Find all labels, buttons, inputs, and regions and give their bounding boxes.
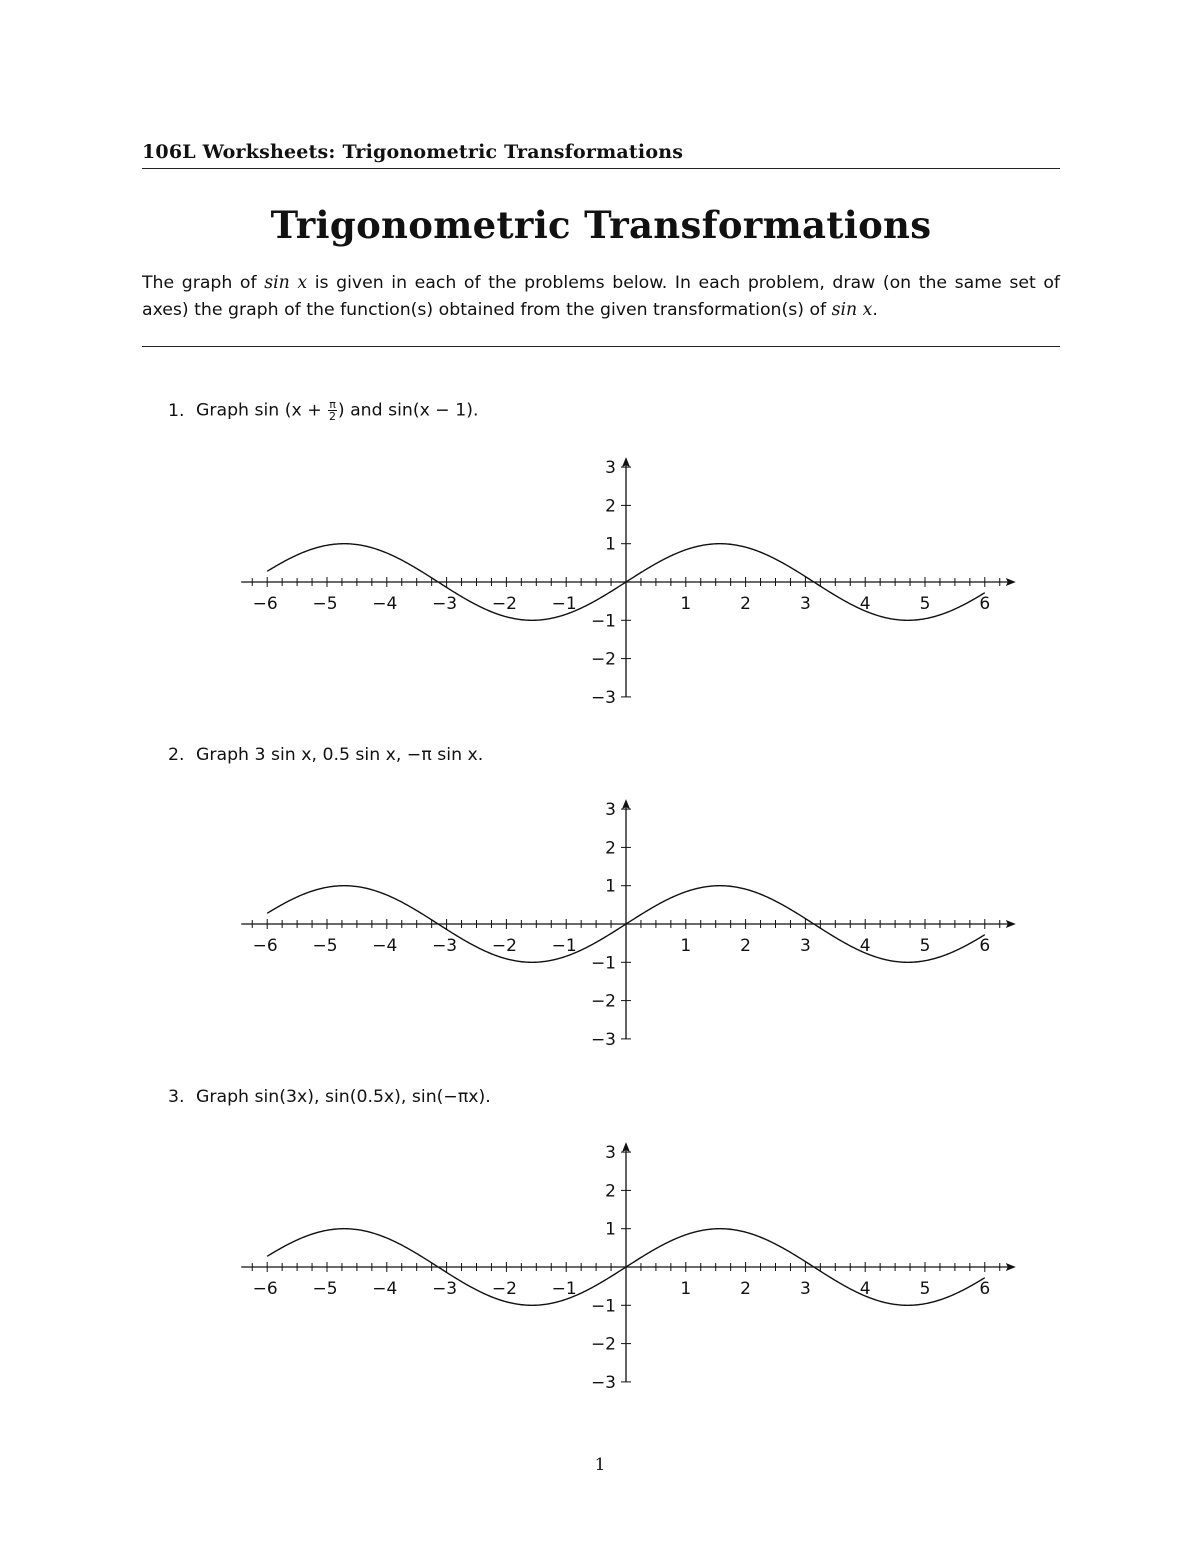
x-tick-label: 5 [919,1279,931,1299]
x-tick-label: 2 [740,594,752,614]
problem-1-text-f: ). [466,400,479,421]
x-tick-label: −1 [551,1279,577,1299]
problem-2 [168,745,483,765]
graph-2-svg [230,797,1020,1047]
x-tick-label: −5 [312,1279,338,1299]
page-number: 1 [594,1455,606,1475]
y-tick-label: −2 [590,649,616,670]
x-tick-label: −6 [252,1279,278,1299]
y-tick-label: −1 [590,1296,616,1317]
problem-number: 1. [168,400,185,421]
y-tick-label: −3 [590,1372,616,1390]
problem-1-text-b: (x + [284,400,328,421]
graph-1-svg [230,455,1020,705]
problem-1-text-a: Graph sin [196,400,285,421]
y-tick-label: −2 [590,1334,616,1355]
graph-3-svg [230,1140,1020,1390]
intro-paragraph [142,270,1060,324]
intro-math-sinx-2: sin x [831,300,873,320]
y-tick-label: 2 [605,1181,616,1202]
x-tick-label: −2 [491,1279,517,1299]
fraction-numerator: π [329,398,336,411]
x-tick-label: −2 [491,936,517,956]
x-tick-label: 3 [799,594,811,614]
x-tick-label: −1 [551,936,577,956]
problem-1 [168,399,479,422]
problem-3 [168,1087,491,1107]
x-tick-label: 4 [859,936,871,956]
x-tick-label: 3 [799,936,811,956]
x-tick-label: 5 [919,936,931,956]
problem-1-text-d: and sin( [344,400,420,421]
x-tick-label: 1 [680,594,692,614]
intro-text-3: . [872,300,878,320]
y-tick-label: −3 [590,1029,616,1047]
y-tick-label: 3 [605,458,616,479]
y-tick-label: 2 [605,496,616,517]
y-tick-label: −2 [590,991,616,1012]
y-tick-label: −1 [590,611,616,632]
x-tick-label: −6 [252,936,278,956]
y-tick-label: 3 [605,800,616,821]
x-tick-label: 6 [979,1279,991,1299]
y-tick-label: −1 [590,953,616,974]
x-tick-label: 4 [859,1279,871,1299]
y-tick-label: 2 [605,838,616,859]
intro-text-2: is given in each of the problems below. In each problem, draw (on the same set of axes) the graph of the function(s) obtained from the given transformation(s) of [142,273,1060,320]
y-tick-label: −3 [590,687,616,705]
intro-text-1: The graph of [142,273,265,293]
y-tick-label: 1 [605,1219,616,1240]
problem-2-text: Graph 3 sin x, 0.5 sin x, −π sin x. [196,745,484,765]
y-tick-label: 3 [605,1143,616,1164]
x-tick-label: 6 [979,936,991,956]
x-tick-label: −6 [252,594,278,614]
pi-over-two-fraction [328,399,337,422]
graph-3 [230,1140,1020,1390]
x-tick-label: −5 [312,936,338,956]
x-tick-label: 5 [919,594,931,614]
problem-1-text-c: ) [337,400,345,421]
problem-number: 2. [168,745,185,765]
x-tick-label: −3 [432,936,458,956]
x-tick-label: −4 [372,936,398,956]
graph-2 [230,797,1020,1047]
x-tick-label: −1 [551,594,577,614]
problem-number: 3. [168,1087,185,1107]
problem-1-text-e: x − 1 [419,400,467,421]
x-tick-label: −3 [432,1279,458,1299]
x-tick-label: 2 [740,936,752,956]
graph-1 [230,455,1020,705]
x-tick-label: −5 [312,594,338,614]
intro-math-sinx-1: sin x [264,273,308,293]
y-tick-label: 1 [605,534,616,555]
x-tick-label: −3 [432,594,458,614]
page-title: Trigonometric Transformations [270,203,932,247]
x-tick-label: 1 [680,936,692,956]
x-tick-label: 3 [799,1279,811,1299]
x-tick-label: −2 [491,594,517,614]
x-tick-label: 4 [859,594,871,614]
header-rule [142,168,1060,169]
running-head: 106L Worksheets: Trigonometric Transformations [142,141,684,163]
section-rule [142,346,1060,347]
y-tick-label: 1 [605,876,616,897]
x-tick-label: 1 [680,1279,692,1299]
fraction-denominator: 2 [329,410,337,423]
x-tick-label: −4 [372,1279,398,1299]
x-tick-label: 6 [979,594,991,614]
x-tick-label: 2 [740,1279,752,1299]
x-tick-label: −4 [372,594,398,614]
problem-3-text: Graph sin(3x), sin(0.5x), sin(−πx). [196,1087,491,1107]
